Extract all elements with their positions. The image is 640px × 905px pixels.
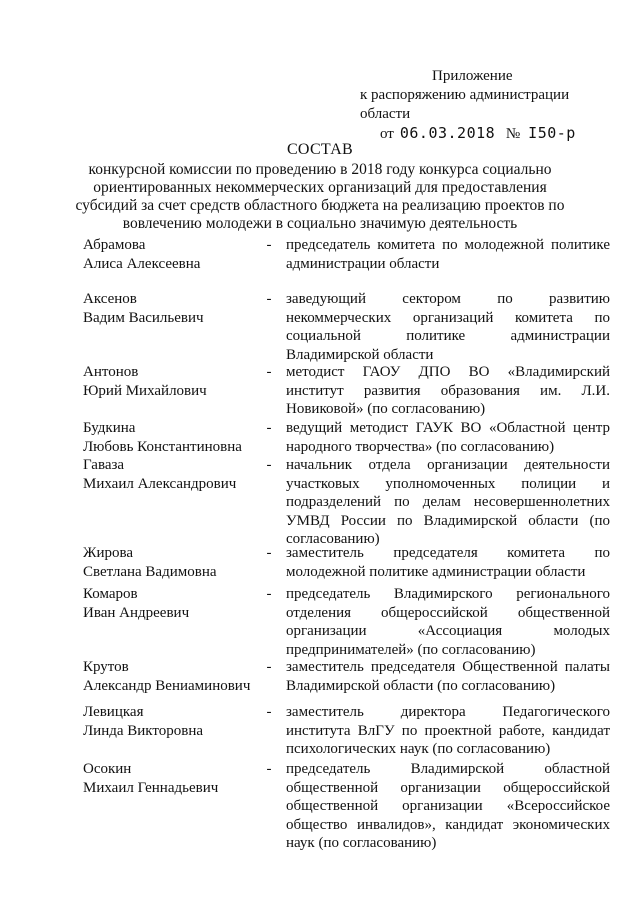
- member-given-names: Александр Вениаминович: [83, 677, 251, 694]
- date-prefix: от: [380, 126, 394, 142]
- member-surname: Аксенов: [83, 291, 137, 307]
- member-surname: Левицкая: [83, 704, 144, 720]
- member-surname: Абрамова: [83, 237, 146, 253]
- member-dash: -: [266, 291, 272, 307]
- member-surname: Жирова: [83, 545, 134, 561]
- member-surname: Гаваза: [83, 457, 125, 473]
- appendix-label: Приложение: [432, 68, 513, 84]
- member-dash: -: [266, 545, 272, 561]
- member-given-names: Линда Викторовна: [83, 722, 204, 739]
- number-prefix: №: [505, 126, 521, 142]
- member-role: заместитель председателя Общественной палаты Владимирской области (по согласованию): [286, 659, 610, 694]
- member-dash: -: [266, 420, 272, 436]
- member-role: заместитель председателя комитета по молодежной политике администрации области: [286, 545, 610, 580]
- member-name: [83, 544, 263, 581]
- member-dash: -: [266, 586, 272, 602]
- member-dash: -: [266, 659, 272, 675]
- member-role: методист ГАОУ ДПО ВО «Владимирский институт развития образования им. Л.И. Новиковой» (по согласованию): [286, 364, 610, 417]
- number-value: I50-р: [528, 124, 576, 142]
- member-name: [83, 363, 263, 400]
- member-given-names: Юрий Михайлович: [83, 382, 207, 399]
- member-role: ведущий методист ГАУК ВО «Областной центр народного творчества» (по согласованию): [286, 420, 610, 455]
- member-name: [83, 290, 263, 327]
- member-given-names: Любовь Константиновна: [83, 438, 242, 455]
- appendix-block: [360, 67, 610, 144]
- member-given-names: Вадим Васильевич: [83, 309, 204, 326]
- date-value: 06.03.2018: [399, 124, 496, 142]
- member-surname: Антонов: [83, 364, 139, 380]
- member-name: [83, 236, 263, 273]
- member-role: заместитель директора Педагогического института ВлГУ по проектной работе, кандидат психологических наук (по согласованию): [286, 704, 610, 757]
- member-surname: Комаров: [83, 586, 138, 602]
- member-given-names: Алиса Алексеевна: [83, 255, 201, 272]
- member-name: [83, 703, 263, 740]
- member-surname: Крутов: [83, 659, 129, 675]
- member-role: председатель Владимирской областной общественной организации общероссийской общественной организации «Всероссийское общество инвалидов», кандидат экономических наук (по согласованию): [286, 761, 610, 851]
- member-role: начальник отдела организации деятельности участковых уполномоченных полиции и подразделений по делам несовершеннолетних УМВД России по Владимирской области (по согласованию): [286, 457, 610, 547]
- appendix-reference: к распоряжению администрации области: [360, 87, 570, 122]
- member-surname: Осокин: [83, 761, 132, 777]
- member-name: [83, 760, 263, 797]
- member-given-names: Светлана Вадимовна: [83, 563, 217, 580]
- member-name: [83, 456, 263, 493]
- member-dash: -: [266, 364, 272, 380]
- member-name: [83, 585, 263, 622]
- member-role: председатель Владимирского регионального отделения общероссийской общественной организации «Ассоциация молодых предпринимателей» (по согласованию): [286, 586, 610, 658]
- member-dash: -: [266, 704, 272, 720]
- member-role: заведующий сектором по развитию некоммерческих организаций комитета по социальной политике администрации Владимирской области: [286, 291, 610, 363]
- document-subtitle: конкурсной комиссии по проведению в 2018 году конкурса социально ориентированных некоммерческих организаций для предоставления субсидий за счет средств областного бюджета на реализацию проектов по вовлечению молодежи в социально значимую деятельность: [75, 161, 565, 232]
- member-name: [83, 419, 263, 456]
- member-given-names: Михаил Александрович: [83, 475, 237, 492]
- member-given-names: Михаил Геннадьевич: [83, 779, 219, 796]
- member-surname: Будкина: [83, 420, 136, 436]
- member-dash: -: [266, 237, 272, 253]
- document-title: СОСТАВ: [286, 141, 354, 158]
- member-given-names: Иван Андреевич: [83, 604, 190, 621]
- member-role: председатель комитета по молодежной политике администрации области: [286, 237, 610, 272]
- member-dash: -: [266, 457, 272, 473]
- member-dash: -: [266, 761, 272, 777]
- member-name: [83, 658, 263, 695]
